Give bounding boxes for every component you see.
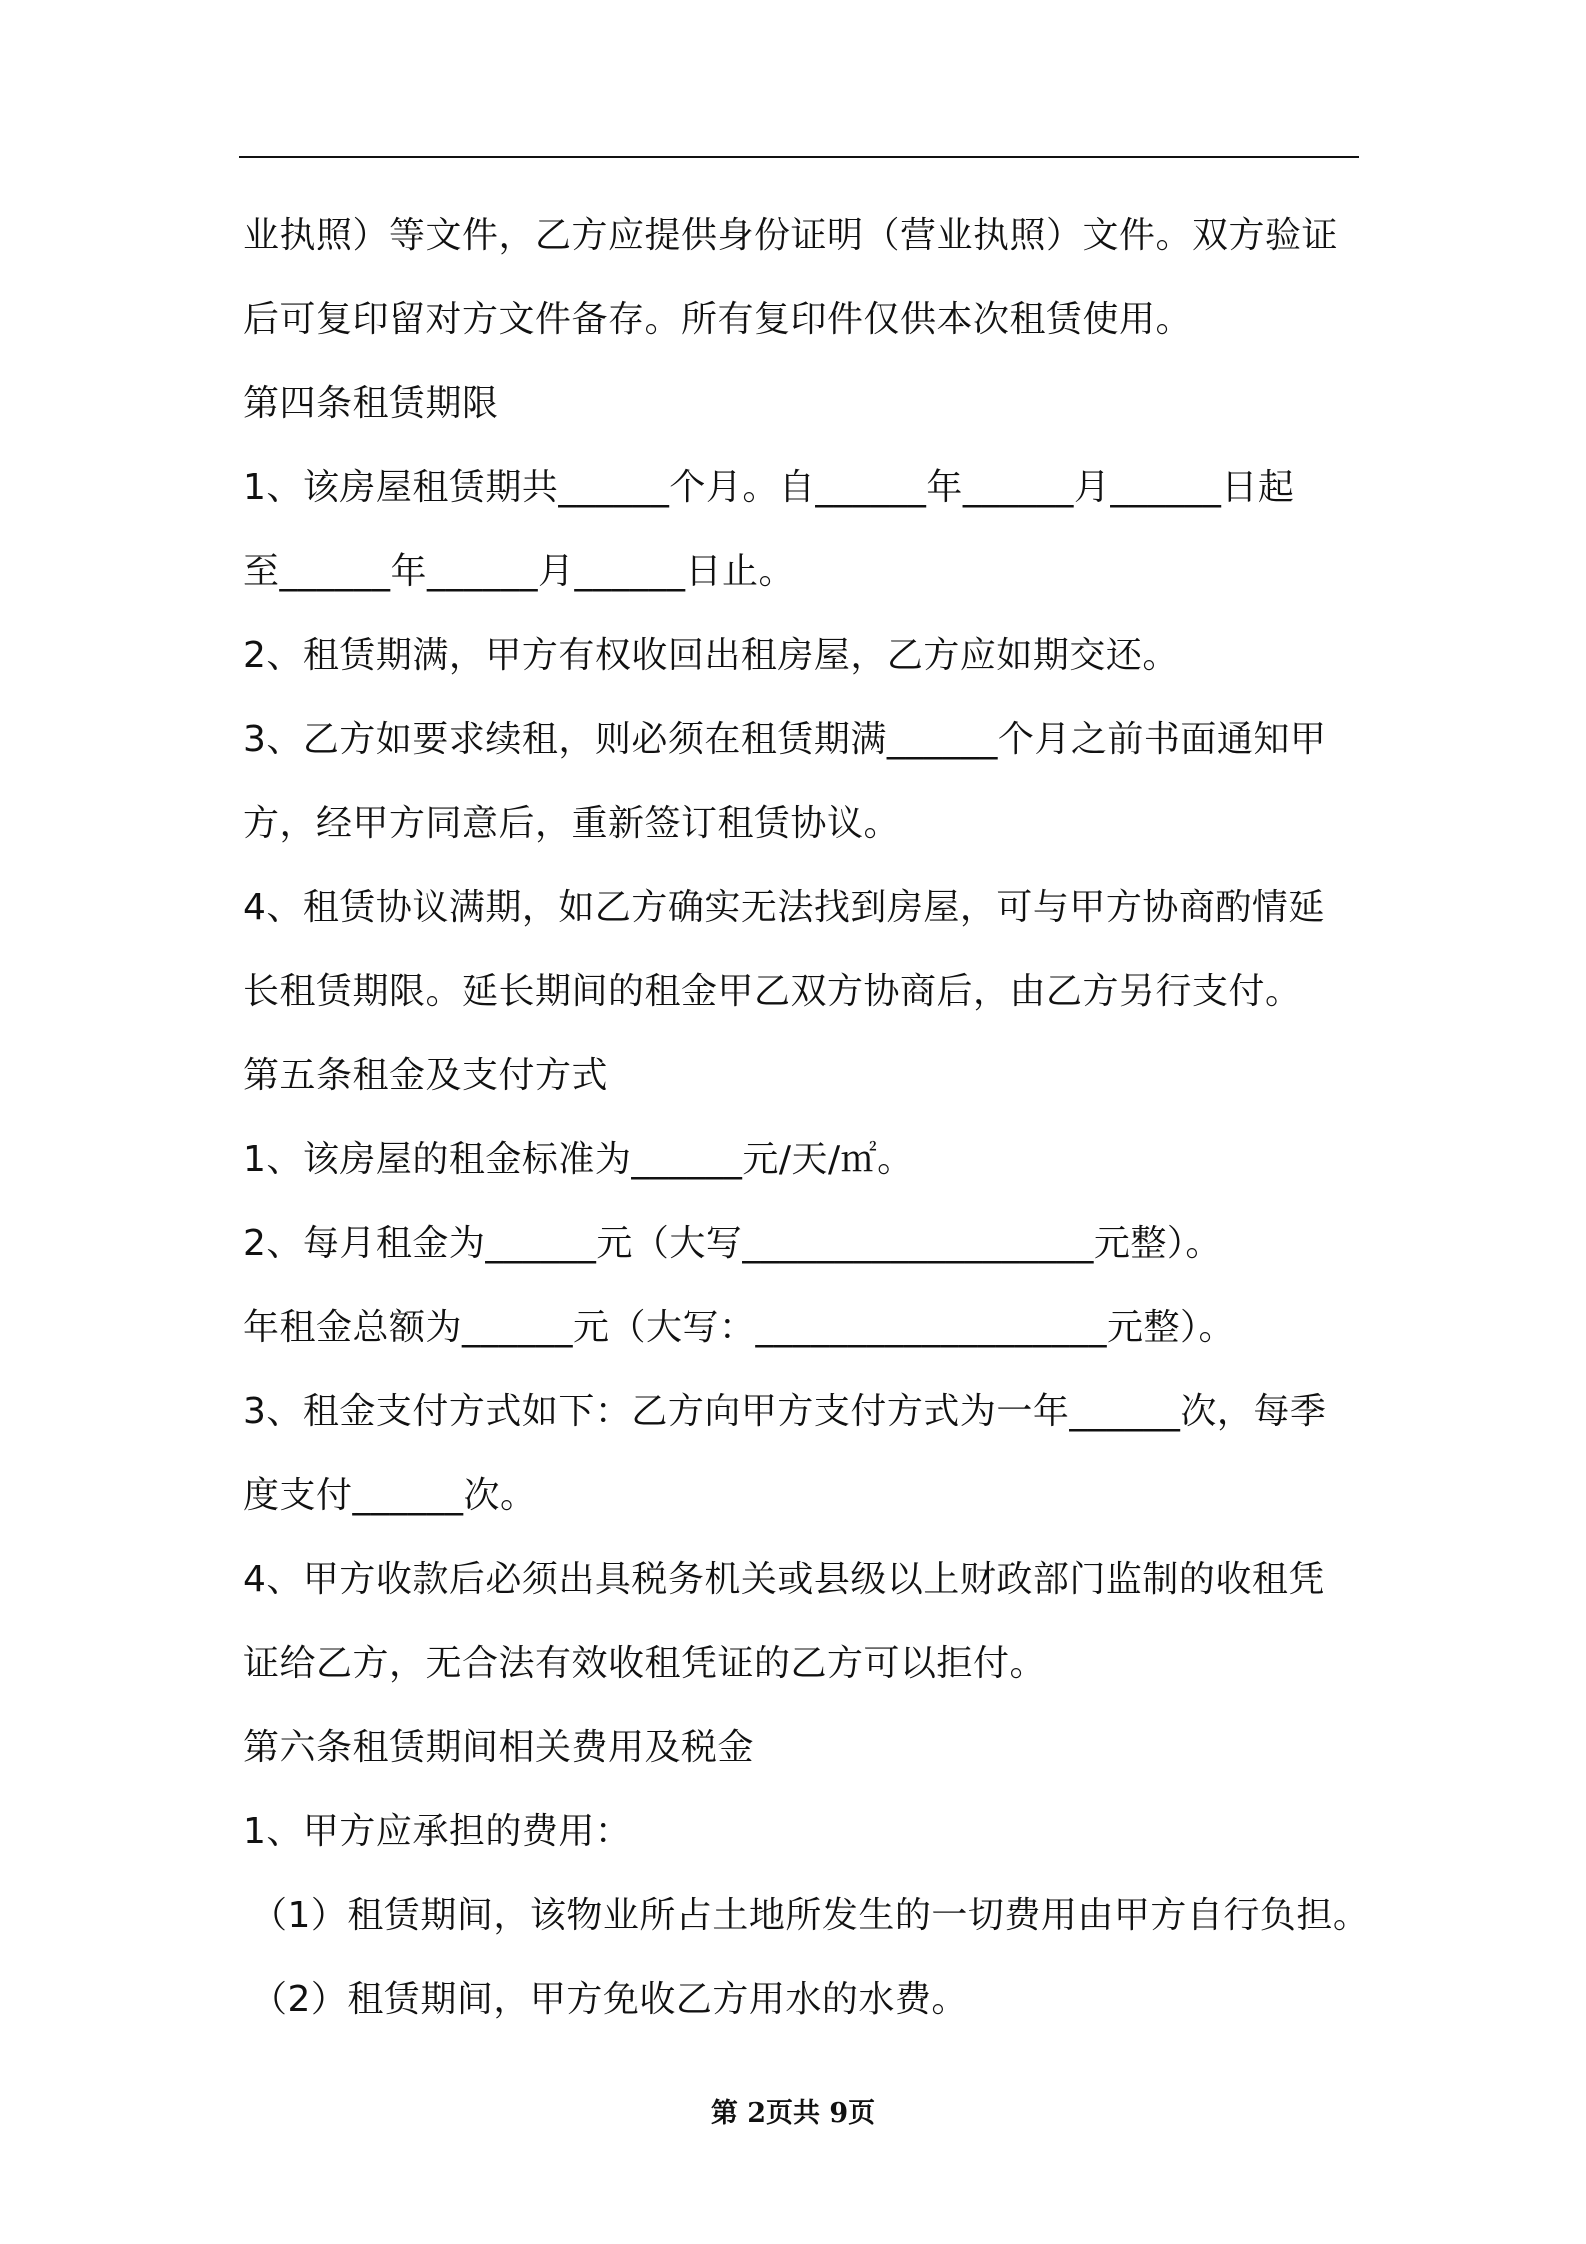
paragraph-line: 证给乙方，无合法有效收租凭证的乙方可以拒付。 <box>243 1643 1047 1684</box>
header-divider <box>239 156 1359 158</box>
paragraph-line: 4、甲方收款后必须出具税务机关或县级以上财政部门监制的收租凭 <box>243 1559 1325 1600</box>
section-heading: 第六条租赁期间相关费用及税金 <box>243 1727 755 1768</box>
paragraph-line: 3、乙方如要求续租，则必须在租赁期满______个月之前书面通知甲 <box>243 719 1327 760</box>
paragraph-line: 1、该房屋的租金标准为______元/天/㎡。 <box>243 1139 914 1180</box>
paragraph-line: 长租赁期限。延长期间的租金甲乙双方协商后，由乙方另行支付。 <box>243 971 1302 1012</box>
paragraph-line: 1、该房屋租赁期共______个月。自______年______月______日起 <box>243 467 1295 508</box>
paragraph-line: 4、租赁协议满期，如乙方确实无法找到房屋，可与甲方协商酌情延 <box>243 887 1325 928</box>
paragraph-line: 方，经甲方同意后，重新签订租赁协议。 <box>243 803 901 844</box>
paragraph-line: 1、甲方应承担的费用： <box>243 1811 632 1852</box>
section-heading: 第四条租赁期限 <box>243 383 499 424</box>
paragraph-line: 3、租金支付方式如下：乙方向甲方支付方式为一年______次，每季 <box>243 1391 1327 1432</box>
paragraph-line: 2、每月租金为______元（大写___________________元整）。 <box>243 1223 1222 1264</box>
paragraph-line: 年租金总额为______元（大写：___________________元整）。 <box>243 1307 1236 1348</box>
document-body <box>243 194 1373 2042</box>
paragraph-line: 2、租赁期满，甲方有权收回出租房屋，乙方应如期交还。 <box>243 635 1179 676</box>
section-heading: 第五条租金及支付方式 <box>243 1055 609 1096</box>
paragraph-line: 后可复印留对方文件备存。所有复印件仅供本次租赁使用。 <box>243 299 1193 340</box>
page-number-footer: 第 2页共 9页 <box>710 2098 876 2129</box>
paragraph-line: （2）租赁期间，甲方免收乙方用水的水费。 <box>251 1979 968 2020</box>
paragraph-line: 业执照）等文件，乙方应提供身份证明（营业执照）文件。双方验证 <box>243 215 1339 256</box>
paragraph-line: （1）租赁期间，该物业所占土地所发生的一切费用由甲方自行负担。 <box>251 1895 1370 1936</box>
paragraph-line: 度支付______次。 <box>243 1475 537 1516</box>
paragraph-line: 至______年______月______日止。 <box>243 551 796 592</box>
